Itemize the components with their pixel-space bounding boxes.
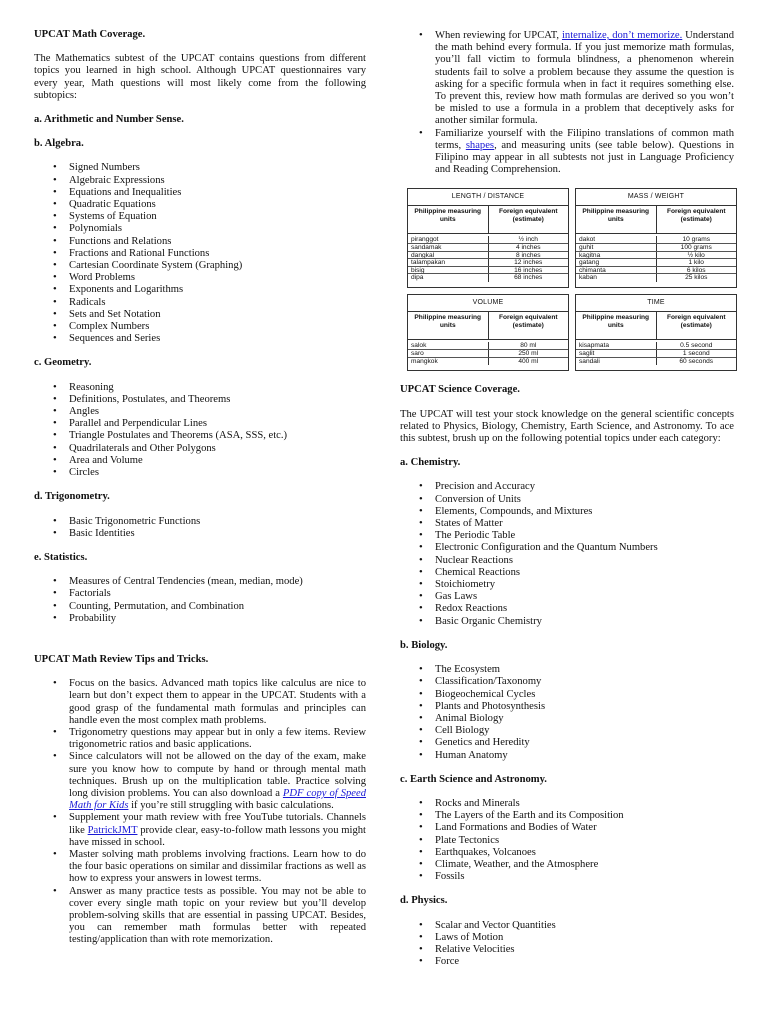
list-item: • Parallel and Perpendicular Lines <box>34 418 366 430</box>
list-item: • Rocks and Minerals <box>400 798 734 810</box>
units-column-header: Philippine measuring units <box>576 312 657 339</box>
units-table <box>575 188 737 288</box>
foreign-equivalent-cell: ½ kilo <box>687 251 705 259</box>
filipino-unit-cell: sandamak <box>408 244 489 251</box>
list-item: • Reasoning <box>34 382 366 394</box>
foreign-equivalent-cell: ½ inch <box>518 236 538 244</box>
filipino-unit-cell: kagitna <box>576 252 657 259</box>
list-item: • Biogeochemical Cycles <box>400 689 734 701</box>
units-table <box>575 294 737 371</box>
list-item: • Fossils <box>400 871 734 883</box>
subtopic-algebra: b. Algebra. <box>34 138 84 150</box>
math-tips-list <box>34 678 366 946</box>
foreign-equivalent-cell: 1 second <box>682 349 710 357</box>
science-coverage-title: UPCAT Science Coverage. <box>400 384 520 396</box>
foreign-equivalent-cell: 250 ml <box>518 349 539 357</box>
list-item: • Factorials <box>34 588 366 600</box>
units-table-title: MASS / WEIGHT <box>576 189 736 206</box>
filipino-unit-cell: piranggot <box>408 236 489 243</box>
list-item: • The Layers of the Earth and its Composition <box>400 810 734 822</box>
units-column-header: Foreign equivalent (estimate) <box>498 314 558 329</box>
speed-math-pdf-link[interactable]: PDF copy of Speed Math for Kids <box>69 787 366 812</box>
table-row <box>576 358 736 366</box>
list-item: • Nuclear Reactions <box>400 555 734 567</box>
table-row <box>576 267 736 275</box>
subtopic-chemistry: a. Chemistry. <box>400 457 461 469</box>
table-row <box>408 252 568 260</box>
table-row <box>576 252 736 260</box>
units-table-body <box>408 234 568 282</box>
list-item: • Counting, Permutation, and Combination <box>34 601 366 613</box>
tip-text: Focus on the basics. Advanced math topics like calculus are nice to learn but don’t expect them to appear in the UPCAT. Students with a good grasp of the fundamental math formulas and principles can handle even the most complex math problems. <box>69 678 366 726</box>
units-table-grid <box>407 188 737 371</box>
filipino-unit-cell: talampakan <box>408 259 489 266</box>
list-item: • Gas Laws <box>400 591 734 603</box>
tip-text: Supplement your math review with free YouTube tutorials. Channels like <box>69 812 366 836</box>
list-item: • States of Matter <box>400 518 734 530</box>
list-item: • Systems of Equation <box>34 211 366 223</box>
tip-text: if you’re still struggling with basic calculations. <box>128 800 334 812</box>
units-table-header <box>408 206 568 234</box>
units-table <box>407 188 569 288</box>
science-intro-paragraph: The UPCAT will test your stock knowledge on the general scientific concepts related to Physics, Biology, Chemistry, Earth Science, and Astronomy. To ace this subtest, brush up on the following potential topics under each category: <box>400 408 734 445</box>
table-row <box>408 358 568 366</box>
list-item: • Complex Numbers <box>34 321 366 333</box>
list-item: • Precision and Accuracy <box>400 481 734 493</box>
units-column-header: Foreign equivalent (estimate) <box>666 314 726 329</box>
foreign-equivalent-cell: 80 ml <box>520 342 537 349</box>
foreign-equivalent-cell: 1 kilo <box>688 259 704 266</box>
list-item: • Force <box>400 956 734 968</box>
units-table-body <box>576 234 736 282</box>
right-column <box>400 30 734 980</box>
tip-text: Understand the math behind every formula. If you just memorize math formulas, you’ll fall victim to formula blindness, a phenomenon wherein students fail to solve a problem because they assume the question is asking for a specific formula when in fact it requires something else. To prevent this, review how math formulas are derived so you won’t be misled to use a formula in a problem that deceptively asks for another similar formula. <box>435 30 734 127</box>
list-item: • Cartesian Coordinate System (Graphing) <box>34 260 366 272</box>
list-item: • Cell Biology <box>400 725 734 737</box>
filipino-unit-cell: saglit <box>576 350 657 357</box>
units-column-header: Foreign equivalent (estimate) <box>498 208 558 223</box>
list-item: • Conversion of Units <box>400 494 734 506</box>
tip-text: , and measuring units (see table below). Questions in Filipino may appear in all subtests not just in Language Proficiency and Reading Comprehension. <box>435 139 734 176</box>
table-row <box>576 259 736 267</box>
list-item: • Laws of Motion <box>400 932 734 944</box>
list-item: • Animal Biology <box>400 713 734 725</box>
math-coverage-title: UPCAT Math Coverage. <box>34 29 146 40</box>
list-item: • Chemical Reactions <box>400 567 734 579</box>
list-item: • Stoichiometry <box>400 579 734 591</box>
tip-text: Familiarize yourself with the Filipino translations of common math terms, <box>435 127 734 151</box>
table-row <box>408 267 568 275</box>
tip-text: Answer as many practice tests as possible. You may not be able to cover every single math topic on your review but you’ll develop problem-solving skills that are essential in passing UPCAT. Besides, you can remember math formulas better with repeated testing/application than with rote memorization. <box>69 885 366 946</box>
list-item <box>34 678 366 727</box>
chemistry-list <box>400 481 734 627</box>
list-item: • Fractions and Rational Functions <box>34 248 366 260</box>
tip-text: Master solving math problems involving fractions. Learn how to do the four basic operations on similar and dissimilar fractions as well as how to express your answers in lowest terms. <box>69 848 366 885</box>
foreign-equivalent-cell: 68 inches <box>514 274 543 282</box>
list-item: • Probability <box>34 613 366 625</box>
list-item: • Human Anatomy <box>400 750 734 762</box>
list-item: • Exponents and Logarithms <box>34 284 366 296</box>
table-row <box>576 342 736 350</box>
units-column-header: Philippine measuring units <box>576 206 657 233</box>
list-item <box>400 128 734 177</box>
table-row <box>408 350 568 358</box>
table-row <box>576 236 736 244</box>
units-table-header <box>576 312 736 340</box>
units-table-header <box>408 312 568 340</box>
list-item: • Genetics and Heredity <box>400 737 734 749</box>
filipino-unit-cell: sandali <box>576 358 657 366</box>
list-item: • Land Formations and Bodies of Water <box>400 822 734 834</box>
biology-list <box>400 664 734 762</box>
left-column <box>34 29 366 959</box>
math-tips-continued-list <box>400 30 734 176</box>
list-item <box>400 30 734 128</box>
table-row <box>408 342 568 350</box>
list-item <box>34 812 366 849</box>
subtopic-arithmetic: a. Arithmetic and Number Sense. <box>34 114 184 126</box>
list-item: • Plate Tectonics <box>400 835 734 847</box>
subtopic-earth-science: c. Earth Science and Astronomy. <box>400 773 547 785</box>
trigonometry-list <box>34 516 366 540</box>
tip-text: provide clear, easy-to-follow math lessons you might have missed in school. <box>69 824 366 848</box>
units-table-title: VOLUME <box>408 295 568 312</box>
list-item <box>34 727 366 751</box>
foreign-equivalent-cell: 6 kilos <box>686 266 706 274</box>
list-item: • Area and Volume <box>34 455 366 467</box>
foreign-equivalent-cell: 60 seconds <box>679 357 714 365</box>
filipino-unit-cell: dakot <box>576 236 657 243</box>
list-item: • Measures of Central Tendencies (mean, median, mode) <box>34 576 366 588</box>
units-column-header: Foreign equivalent (estimate) <box>666 208 726 223</box>
list-item <box>34 751 366 812</box>
internalize-link[interactable]: internalize, don’t memorize. <box>561 30 683 41</box>
list-item: • Earthquakes, Volcanoes <box>400 847 734 859</box>
units-table-header <box>576 206 736 234</box>
foreign-equivalent-cell: 16 inches <box>514 266 543 274</box>
list-item: • Plants and Photosynthesis <box>400 701 734 713</box>
table-row <box>576 274 736 282</box>
list-item: • Quadrilaterals and Other Polygons <box>34 443 366 455</box>
list-item: • The Ecosystem <box>400 664 734 676</box>
foreign-equivalent-cell: 0.5 second <box>680 342 713 349</box>
filipino-unit-cell: salok <box>408 342 489 349</box>
list-item: • Relative Velocities <box>400 944 734 956</box>
foreign-equivalent-cell: 100 grams <box>680 244 712 251</box>
earth-science-list <box>400 798 734 883</box>
math-intro-paragraph: The Mathematics subtest of the UPCAT contains questions from different topics you learned in high school. Although UPCAT questionnaires vary every year, Math questions will most likely come from the following subtopics: <box>34 53 366 101</box>
table-row <box>408 274 568 282</box>
filipino-unit-cell: saro <box>408 350 489 357</box>
list-item: • Basic Identities <box>34 528 366 540</box>
list-item: • Quadratic Equations <box>34 199 366 211</box>
list-item: • The Periodic Table <box>400 530 734 542</box>
units-table <box>407 294 569 371</box>
table-row <box>408 236 568 244</box>
list-item: • Radicals <box>34 297 366 309</box>
units-table-title: TIME <box>576 295 736 312</box>
table-row <box>576 244 736 252</box>
statistics-list <box>34 576 366 625</box>
list-item: • Triangle Postulates and Theorems (ASA, SSS, etc.) <box>34 430 366 442</box>
filipino-unit-cell: guhit <box>576 244 657 251</box>
list-item: • Definitions, Postulates, and Theorems <box>34 394 366 406</box>
geometry-list <box>34 382 366 480</box>
foreign-equivalent-cell: 10 grams <box>682 236 710 244</box>
table-row <box>408 244 568 252</box>
foreign-equivalent-cell: 400 ml <box>518 357 539 365</box>
table-row <box>408 259 568 267</box>
tip-text: When reviewing for UPCAT, <box>435 30 562 41</box>
list-item: • Word Problems <box>34 272 366 284</box>
list-item: • Climate, Weather, and the Atmosphere <box>400 859 734 871</box>
list-item: • Elements, Compounds, and Mixtures <box>400 506 734 518</box>
filipino-unit-cell: dipa <box>408 274 489 282</box>
list-item: • Basic Trigonometric Functions <box>34 516 366 528</box>
foreign-equivalent-cell: 8 inches <box>515 251 541 259</box>
units-column-header: Philippine measuring units <box>408 206 489 233</box>
list-item: • Basic Organic Chemistry <box>400 616 734 628</box>
list-item: • Classification/Taxonomy <box>400 676 734 688</box>
filipino-unit-cell: mangkok <box>408 358 489 366</box>
units-table-title: LENGTH / DISTANCE <box>408 189 568 206</box>
filipino-units-table-image <box>407 188 741 371</box>
tip-text: Trigonometry questions may appear but in only a few items. Review trigonometric ratios and basic applications. <box>69 726 366 751</box>
physics-list <box>400 920 734 969</box>
filipino-unit-cell: bisig <box>408 267 489 274</box>
list-item: • Equations and Inequalities <box>34 187 366 199</box>
subtopic-physics: d. Physics. <box>400 895 448 907</box>
table-row <box>576 350 736 358</box>
subtopic-trigonometry: d. Trigonometry. <box>34 491 110 503</box>
filipino-unit-cell: gatang <box>576 259 657 266</box>
list-item <box>34 886 366 947</box>
filipino-unit-cell: chimanta <box>576 267 657 274</box>
list-item: • Polynomials <box>34 223 366 235</box>
filipino-unit-cell: kisapmata <box>576 342 657 349</box>
units-table-body <box>576 340 736 365</box>
subtopic-biology: b. Biology. <box>400 639 448 651</box>
list-item: • Algebraic Expressions <box>34 175 366 187</box>
foreign-equivalent-cell: 25 kilos <box>685 274 708 282</box>
list-item: • Sets and Set Notation <box>34 309 366 321</box>
subtopic-statistics: e. Statistics. <box>34 551 88 563</box>
list-item: • Electronic Configuration and the Quantum Numbers <box>400 542 734 554</box>
patrickjmt-link[interactable]: PatrickJMT <box>87 824 138 836</box>
list-item: • Signed Numbers <box>34 162 366 174</box>
shapes-link[interactable]: shapes <box>465 139 495 151</box>
list-item <box>34 849 366 886</box>
subtopic-geometry: c. Geometry. <box>34 357 92 369</box>
tip-text: Since calculators will not be allowed on the day of the exam, make sure you know how to compute by hand or through mental math techniques. Brush up on the multiplication table. Practice solving long division problems. You can also download a <box>69 751 366 799</box>
list-item: • Redox Reactions <box>400 603 734 615</box>
filipino-unit-cell: kaban <box>576 274 657 282</box>
filipino-unit-cell: dangkal <box>408 252 489 259</box>
algebra-list <box>34 162 366 345</box>
list-item: • Angles <box>34 406 366 418</box>
list-item: • Circles <box>34 467 366 479</box>
foreign-equivalent-cell: 12 inches <box>514 259 543 266</box>
foreign-equivalent-cell: 4 inches <box>515 244 541 251</box>
list-item: • Sequences and Series <box>34 333 366 345</box>
list-item: • Functions and Relations <box>34 236 366 248</box>
units-table-body <box>408 340 568 365</box>
list-item: • Scalar and Vector Quantities <box>400 920 734 932</box>
units-column-header: Philippine measuring units <box>408 312 489 339</box>
math-tips-title: UPCAT Math Review Tips and Tricks. <box>34 653 209 665</box>
